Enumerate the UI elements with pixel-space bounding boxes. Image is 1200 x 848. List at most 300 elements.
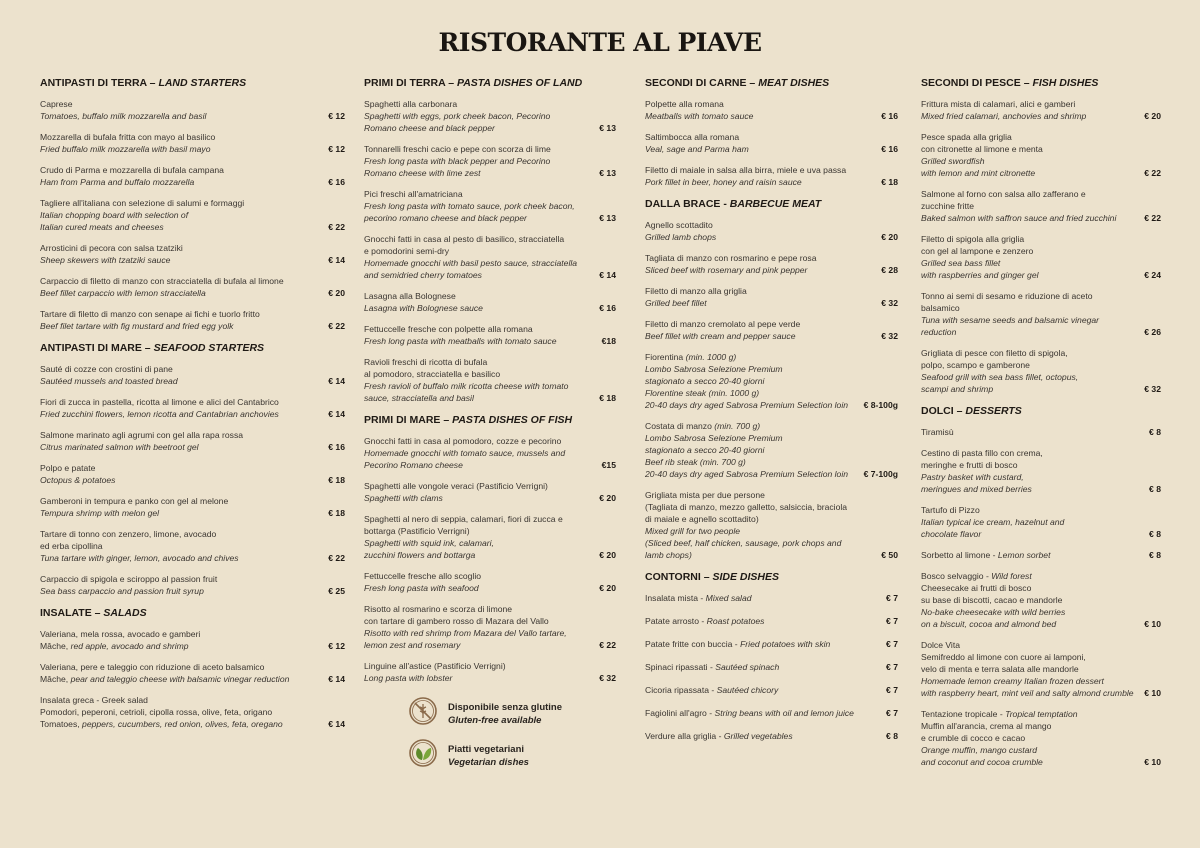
item-description	[645, 730, 880, 742]
menu-item	[921, 549, 1161, 561]
section-heading	[645, 76, 898, 90]
italian-text: Tagliata di manzo con rosmarino e pepe rosa	[645, 253, 817, 263]
italian-text: Tonno ai semi di sesamo e riduzione di aceto	[921, 291, 1093, 301]
italian-text: Carpaccio di spigola e sciroppo al passion fruit	[40, 574, 218, 584]
item-price: € 16	[328, 177, 345, 187]
english-text: and semidried cherry tomatoes	[364, 270, 482, 280]
item-line	[645, 330, 875, 342]
english-text: Roast potatoes	[706, 616, 765, 626]
italian-text: Linguine all'astice (Pastificio Verrigni)	[364, 661, 506, 671]
item-line	[364, 200, 593, 212]
item-line	[921, 269, 1138, 281]
section-separator: –	[146, 77, 159, 89]
item-description	[40, 98, 322, 122]
item-line	[645, 285, 875, 297]
menu-item	[40, 462, 345, 486]
item-line	[40, 706, 322, 718]
item-price: € 32	[881, 331, 898, 341]
item-line	[40, 197, 322, 209]
menu-item	[40, 98, 345, 122]
menu-item	[645, 252, 898, 276]
english-text: Meatballs with tomato sauce	[645, 111, 754, 121]
english-text: Beef fillet with cream and pepper sauce	[645, 331, 796, 341]
item-description	[40, 164, 322, 188]
item-line	[364, 167, 593, 179]
item-price: € 16	[599, 303, 616, 313]
item-description	[364, 660, 593, 684]
italian-text: Spaghetti al nero di seppia, calamari, fiori di zucca e	[364, 514, 563, 524]
menu-item	[364, 143, 616, 179]
item-line	[364, 459, 596, 471]
italian-text: Pomodori, peperoni, cetrioli, cipolla rossa, olive, feta, origano	[40, 707, 273, 717]
gluten-free-icon	[408, 696, 448, 731]
item-price: € 22	[328, 553, 345, 563]
item-description	[364, 570, 593, 594]
item-price: € 7	[886, 639, 898, 649]
item-description	[40, 694, 322, 730]
dietary-legend	[408, 696, 616, 773]
item-line	[40, 176, 322, 188]
item-line	[921, 447, 1143, 459]
menu-section	[645, 197, 898, 561]
item-line	[40, 308, 322, 320]
item-line	[40, 209, 322, 221]
item-line	[921, 245, 1138, 257]
menu-section	[921, 404, 1161, 768]
item-price: € 7	[886, 662, 898, 672]
item-description	[40, 462, 322, 486]
item-price: € 16	[328, 442, 345, 452]
italian-text: Tomatoes,	[40, 719, 83, 729]
italian-text: Mâche,	[40, 674, 71, 684]
english-text: Risotto with red shrimp from Mazara del Vallo tartare,	[364, 628, 567, 638]
menu-item	[40, 429, 345, 453]
english-text: Sliced beef with rosemary and pink pepper	[645, 265, 808, 275]
section-title-en: SALADS	[103, 607, 147, 619]
english-text: sauce, stracciatella and basil	[364, 393, 474, 403]
english-text: Italian cured meats and cheeses	[40, 222, 164, 232]
item-line	[40, 429, 322, 441]
english-text: String beans with oil and lemon juice	[714, 708, 854, 718]
english-text: on a biscuit, cocoa and almond bed	[921, 619, 1057, 629]
item-line	[921, 155, 1138, 167]
item-line	[40, 694, 322, 706]
item-line	[40, 673, 322, 685]
item-line	[645, 264, 875, 276]
menu-item	[645, 707, 898, 719]
menu-item	[921, 570, 1161, 630]
english-text: Romano cheese and black pepper	[364, 123, 495, 133]
italian-text: di maiale e agnello scottadito)	[645, 514, 759, 524]
menu-section	[921, 76, 1161, 395]
italian-text: con gel al lampone e zenzero	[921, 246, 1034, 256]
item-description	[364, 513, 593, 561]
item-line	[364, 582, 593, 594]
badge-text	[448, 743, 529, 769]
english-text: Beef filet tartare with fig mustard and fried egg yolk	[40, 321, 234, 331]
item-line	[921, 504, 1143, 516]
italian-text: Tartare di tonno con zenzero, limone, avocado	[40, 529, 217, 539]
item-line	[645, 638, 880, 650]
item-description	[645, 219, 875, 243]
item-line	[40, 528, 322, 540]
english-text: stagionato a secco 20-40 giorni	[645, 445, 765, 455]
english-text: Fried potatoes with skin	[740, 639, 831, 649]
menu-item	[364, 480, 616, 504]
menu-item	[364, 513, 616, 561]
item-price: € 8	[1149, 550, 1161, 560]
item-line	[645, 730, 880, 742]
item-price: € 50	[881, 550, 898, 560]
item-line	[921, 594, 1138, 606]
menu-item	[364, 188, 616, 224]
italian-text: Polpo e patate	[40, 463, 96, 473]
dietary-badge	[408, 738, 616, 773]
english-text: Mixed fried calamari, anchovies and shrimp	[921, 111, 1087, 121]
item-line	[645, 131, 875, 143]
item-line	[921, 371, 1138, 383]
item-description	[364, 323, 596, 347]
menu-item	[921, 233, 1161, 281]
italian-text: Frittura mista di calamari, alici e gamberi	[921, 99, 1076, 109]
english-text: Italian typical ice cream, hazelnut and	[921, 517, 1065, 527]
item-line	[645, 661, 880, 673]
menu-item	[40, 363, 345, 387]
english-text: Orange muffin, mango custard	[921, 745, 1038, 755]
item-line	[645, 592, 880, 604]
section-separator: -	[720, 198, 730, 210]
item-price: € 14	[328, 674, 345, 684]
menu-item	[364, 660, 616, 684]
item-description	[645, 592, 880, 604]
italian-text: Verdure alla griglia -	[645, 731, 724, 741]
item-description	[645, 318, 875, 342]
item-line	[364, 627, 593, 639]
italian-text: polpo, scampo e gamberone	[921, 360, 1030, 370]
italian-text: Insalata greca - Greek salad	[40, 695, 148, 705]
menu-column	[364, 76, 616, 780]
item-description	[645, 661, 880, 673]
item-line	[40, 375, 322, 387]
english-text: Grilled swordfish	[921, 156, 985, 166]
menu-item	[40, 396, 345, 420]
item-line	[645, 513, 875, 525]
item-line	[645, 615, 880, 627]
item-description	[645, 707, 880, 719]
english-text: Sautéed spinach	[715, 662, 780, 672]
italian-text: Tagliere all'italiana con selezione di salumi e formaggi	[40, 198, 245, 208]
item-line	[364, 188, 593, 200]
italian-text: Valeriana, pere e taleggio con riduzione di aceto balsamico	[40, 662, 265, 672]
item-line	[40, 462, 322, 474]
italian-text: Crudo di Parma e mozzarella di bufala campana	[40, 165, 224, 175]
section-title-en: SEAFOOD STARTERS	[153, 342, 265, 354]
item-price: € 18	[599, 393, 616, 403]
item-description	[40, 429, 322, 453]
english-text: Tuna with sesame seeds and balsamic vinegar	[921, 315, 1100, 325]
italian-text: Patate fritte con buccia -	[645, 639, 741, 649]
section-separator: –	[700, 571, 713, 583]
item-line	[645, 456, 858, 468]
item-line	[364, 513, 593, 525]
item-price: € 12	[328, 111, 345, 121]
italian-text: Mozzarella di bufala fritta con mayo al basilico	[40, 132, 216, 142]
section-title-en: PASTA DISHES OF FISH	[452, 414, 573, 426]
english-text: Sea bass carpaccio and passion fruit syrup	[40, 586, 204, 596]
section-heading	[364, 76, 616, 90]
item-price: €18	[601, 336, 616, 346]
english-text: Ham from Parma and buffalo mozzarella	[40, 177, 195, 187]
item-line	[364, 233, 593, 245]
item-line	[364, 98, 593, 110]
menu-section	[645, 76, 898, 188]
item-line	[364, 549, 593, 561]
item-price: € 14	[328, 376, 345, 386]
item-line	[645, 399, 858, 411]
item-line	[645, 252, 875, 264]
item-description	[40, 573, 322, 597]
english-text: Tropical temptation	[1005, 709, 1078, 719]
italian-text: Tartare di filetto di manzo con senape ai fichi e tuorlo fritto	[40, 309, 260, 319]
section-title-it: DALLA BRACE	[645, 198, 721, 210]
english-text: Baked salmon with saffron sauce and fried zucchini	[921, 213, 1117, 223]
item-price: € 7	[886, 616, 898, 626]
menu-column	[645, 76, 898, 753]
item-line	[364, 356, 593, 368]
english-text: Lombo Sabrosa Selezione Premium	[645, 433, 783, 443]
menu-item	[40, 628, 345, 652]
italian-text: Patate arrosto -	[645, 616, 707, 626]
item-price: € 10	[1144, 688, 1161, 698]
item-line	[364, 368, 593, 380]
italian-text: Fagiolini all'agro -	[645, 708, 715, 718]
item-description	[364, 233, 593, 281]
english-text: red apple, avocado and shrimp	[70, 641, 189, 651]
menu-item	[645, 164, 898, 188]
english-text: Octopus & potatoes	[40, 475, 116, 485]
item-line	[364, 615, 593, 627]
item-price: € 8-100g	[863, 400, 898, 410]
item-price: € 20	[1144, 111, 1161, 121]
item-line	[921, 383, 1138, 395]
english-text: Italian chopping board with selection of	[40, 210, 189, 220]
item-description	[645, 285, 875, 309]
item-line	[40, 585, 322, 597]
section-title-it: CONTORNI	[645, 571, 701, 583]
item-description	[921, 188, 1138, 224]
italian-text: Grigliata mista per due persone	[645, 490, 765, 500]
english-text: Spaghetti with squid ink, calamari,	[364, 538, 494, 548]
english-text: Grilled vegetables	[723, 731, 793, 741]
item-description	[645, 615, 880, 627]
menu-item	[921, 639, 1161, 699]
item-line	[40, 640, 322, 652]
item-line	[40, 242, 322, 254]
item-line	[921, 302, 1138, 314]
section-separator: –	[91, 607, 104, 619]
item-price: € 13	[599, 213, 616, 223]
english-text: Pork fillet in beer, honey and raisin sauce	[645, 177, 802, 187]
item-line	[921, 188, 1138, 200]
item-description	[364, 188, 593, 224]
item-line	[364, 660, 593, 672]
item-description	[364, 356, 593, 404]
badge-label-it: Disponibile senza glutine	[448, 701, 563, 713]
item-description	[645, 638, 880, 650]
item-price: € 7	[886, 708, 898, 718]
item-line	[364, 570, 593, 582]
menu-item	[921, 188, 1161, 224]
item-line	[40, 254, 322, 266]
italian-text: Spaghetti alla carbonara	[364, 99, 458, 109]
item-line	[364, 435, 596, 447]
section-title-en: SIDE DISHES	[712, 571, 780, 583]
item-description	[40, 661, 322, 685]
english-text: No-bake cheesecake with wild berries	[921, 607, 1066, 617]
item-line	[364, 480, 593, 492]
item-line	[645, 98, 875, 110]
item-description	[921, 570, 1138, 630]
menu-item	[40, 131, 345, 155]
item-line	[364, 302, 593, 314]
item-line	[364, 672, 593, 684]
item-line	[921, 131, 1138, 143]
item-description	[364, 98, 593, 134]
italian-text: meringhe e frutti di bosco	[921, 460, 1018, 470]
item-line	[364, 245, 593, 257]
item-line	[40, 143, 322, 155]
item-line	[645, 684, 880, 696]
item-price: € 18	[328, 508, 345, 518]
menu-item	[645, 489, 898, 561]
section-heading	[40, 606, 345, 620]
item-price: € 16	[881, 111, 898, 121]
item-price: € 18	[328, 475, 345, 485]
item-line	[921, 290, 1138, 302]
item-price: € 8	[886, 731, 898, 741]
menu-section	[40, 606, 345, 730]
menu-item	[645, 684, 898, 696]
menu-item	[645, 351, 898, 411]
item-description	[921, 639, 1138, 699]
italian-text: Filetto di manzo alla griglia	[645, 286, 747, 296]
item-line	[40, 164, 322, 176]
section-title-it: SECONDI DI CARNE	[645, 77, 747, 89]
italian-text: Pici freschi all'amatriciana	[364, 189, 463, 199]
item-line	[364, 257, 593, 269]
english-text: Lasagna with Bolognese sauce	[364, 303, 483, 313]
item-line	[645, 444, 858, 456]
italian-text: Mâche,	[40, 641, 71, 651]
italian-text: Polpette alla romana	[645, 99, 724, 109]
english-text: Romano cheese with lime zest	[364, 168, 481, 178]
item-price: € 22	[1144, 168, 1161, 178]
item-price: € 8	[1149, 484, 1161, 494]
item-description	[40, 396, 322, 420]
item-price: € 20	[599, 550, 616, 560]
section-title-it: ANTIPASTI DI MARE	[40, 342, 142, 354]
item-line	[921, 200, 1138, 212]
item-line	[645, 164, 875, 176]
english-text: stagionato a secco 20-40 giorni	[645, 376, 765, 386]
item-line	[40, 507, 322, 519]
italian-text: Muffin all'arancia, crema al mango	[921, 721, 1052, 731]
item-price: € 12	[328, 144, 345, 154]
item-line	[645, 143, 875, 155]
english-text: Spaghetti with clams	[364, 493, 443, 503]
item-line	[645, 468, 858, 480]
item-line	[40, 131, 322, 143]
item-line	[921, 212, 1138, 224]
english-text: reduction	[921, 327, 957, 337]
item-line	[364, 447, 596, 459]
item-line	[40, 552, 322, 564]
item-line	[921, 570, 1138, 582]
italian-text: Cicoria ripassata -	[645, 685, 717, 695]
item-line	[40, 540, 322, 552]
italian-text: Dolce Vita	[921, 640, 961, 650]
item-line	[921, 606, 1138, 618]
item-description	[645, 164, 875, 188]
item-description	[40, 528, 322, 564]
english-text: (Sliced beef, half chicken, sausage, pork chops and	[645, 538, 842, 548]
item-line	[645, 231, 875, 243]
item-description	[40, 197, 322, 233]
item-price: € 22	[328, 321, 345, 331]
italian-text: Filetto di spigola alla griglia	[921, 234, 1025, 244]
item-line	[40, 474, 322, 486]
item-line	[40, 441, 322, 453]
item-line	[921, 651, 1138, 663]
english-text: meringues and mixed berries	[921, 484, 1032, 494]
menu-item	[364, 603, 616, 651]
english-text: Fried buffalo milk mozzarella with basil mayo	[40, 144, 211, 154]
section-heading	[645, 197, 898, 211]
menu-item	[645, 219, 898, 243]
english-text: with lemon and mint citronette	[921, 168, 1036, 178]
section-title-en: PASTA DISHES OF LAND	[456, 77, 583, 89]
english-text: and coconut and cocoa crumble	[921, 757, 1043, 767]
item-line	[921, 720, 1138, 732]
item-line	[364, 380, 593, 392]
item-description	[645, 684, 880, 696]
item-line	[645, 176, 875, 188]
item-line	[645, 110, 875, 122]
english-text: 20-40 days dry aged Sabrosa Premium Selection loin	[645, 469, 849, 479]
item-line	[364, 143, 593, 155]
english-text: Citrus marinated salmon with beetroot gel	[40, 442, 199, 452]
italian-text: bottarga (Pastificio Verrigni)	[364, 526, 470, 536]
item-description	[921, 347, 1138, 395]
english-text: (min. 700 g)	[714, 421, 761, 431]
item-description	[364, 480, 593, 504]
english-text: Fried zucchini flowers, lemon ricotta and Cantabrian anchovies	[40, 409, 279, 419]
section-title-en: MEAT DISHES	[758, 77, 830, 89]
badge-label-en: Vegetarian dishes	[448, 756, 529, 768]
english-text: Grilled sea bass fillet	[921, 258, 1001, 268]
menu-item	[40, 495, 345, 519]
item-price: € 16	[881, 144, 898, 154]
item-price: € 32	[881, 298, 898, 308]
english-text: Sautéed chicory	[716, 685, 779, 695]
menu-item	[921, 504, 1161, 540]
item-price: € 20	[599, 493, 616, 503]
item-price: € 7	[886, 593, 898, 603]
item-line	[921, 528, 1143, 540]
menu-item	[40, 308, 345, 332]
menu-column	[40, 76, 345, 739]
item-line	[645, 525, 875, 537]
